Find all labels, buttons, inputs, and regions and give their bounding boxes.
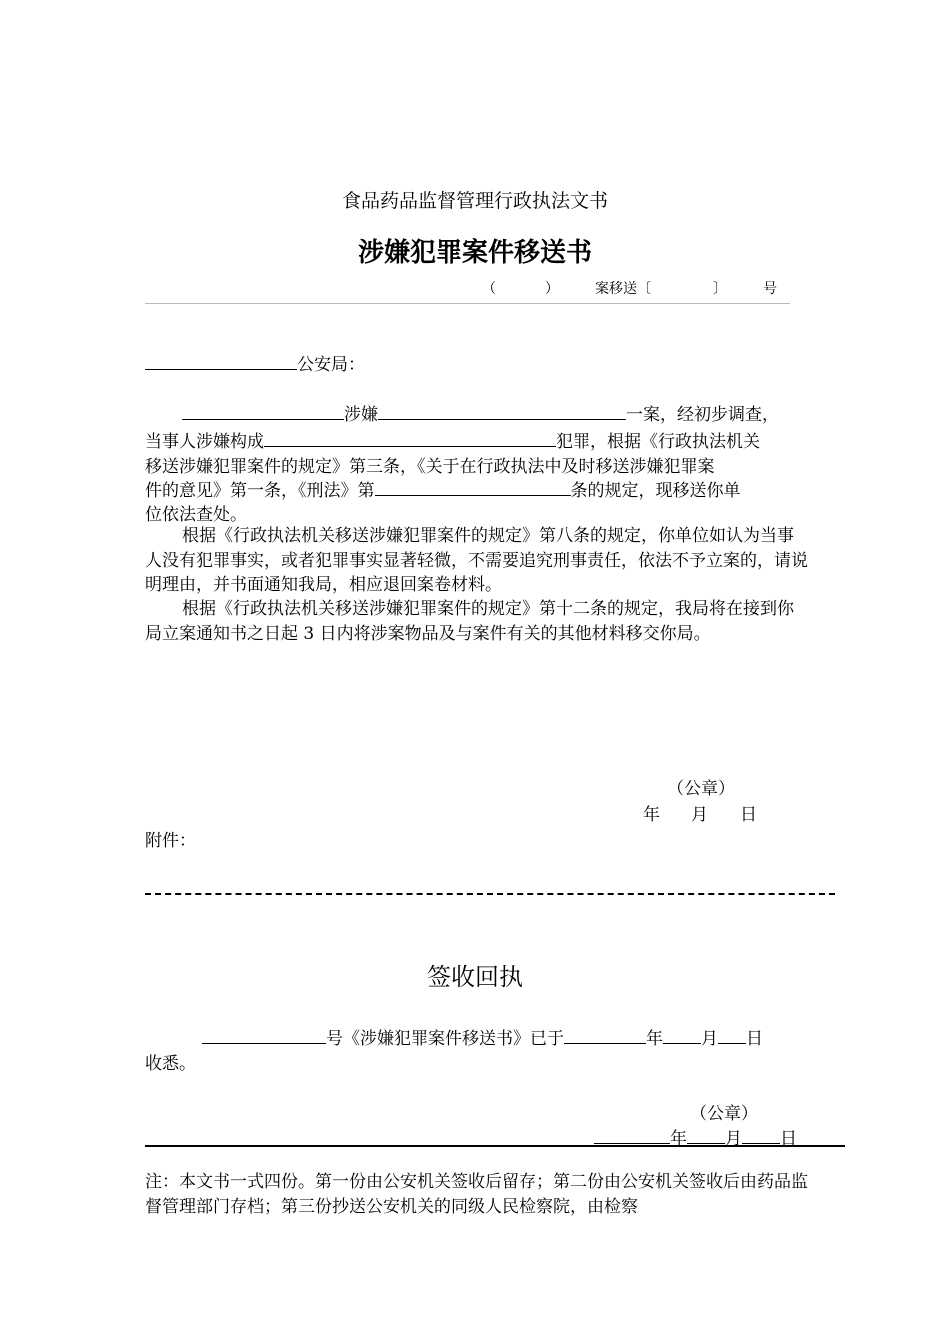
article-blank[interactable] <box>375 479 571 496</box>
footnote: 注：本文书一式四份。第一份由公安机关签收后留存；第二份由公安机关签收后由药品监督管理部门存档；第三份抄送公安机关的同级人民检察院，由检察 <box>145 1172 808 1217</box>
p1-line4 <box>145 476 741 501</box>
receipt-mid: 号《涉嫌犯罪案件移送书》已于 <box>326 1029 564 1049</box>
number-open-paren: （ <box>482 281 496 297</box>
p1-case: 一案，经初步调查， <box>626 405 779 425</box>
number-suffix: 号 <box>763 281 777 297</box>
party-blank[interactable] <box>182 403 344 420</box>
p1-line4-suffix: 条的规定，现移送你单 <box>570 481 741 501</box>
document-header: 食品药品监督管理行政执法文书 <box>341 190 608 212</box>
receipt-line2: 收悉。 <box>145 1054 196 1074</box>
p1-line2-prefix: 当事人涉嫌构成 <box>145 432 264 452</box>
receipt-date-year: 年 <box>670 1129 687 1149</box>
paragraph-3: 根据《行政执法机关移送涉嫌犯罪案件的规定》第十二条的规定，我局将在接到你局立案通知书之日起 3 日内将涉案物品及与案件有关的其他材料移交你局。 <box>145 599 794 644</box>
receipt-year: 年 <box>646 1029 663 1049</box>
receipt-bottom-rule <box>145 1145 845 1147</box>
receipt-title: 签收回执 <box>427 963 523 991</box>
p1-line3: 移送涉嫌犯罪案件的规定》第三条，《关于在行政执法中及时移送涉嫌犯罪案 <box>145 457 715 477</box>
attachment-label: 附件： <box>145 831 196 851</box>
p1-suspect: 涉嫌 <box>344 405 378 425</box>
p1-line5: 位依法查处。 <box>145 505 247 525</box>
receipt-date-day: 日 <box>780 1129 797 1149</box>
receipt-line1 <box>202 1024 763 1049</box>
receipt-date-month-blank[interactable] <box>687 1127 725 1144</box>
receipt-day-blank[interactable] <box>718 1027 746 1044</box>
p1-line2-suffix: 犯罪，根据《行政执法机关 <box>556 432 760 452</box>
receipt-seal: （公章） <box>690 1104 758 1124</box>
document-title: 涉嫌犯罪案件移送书 <box>357 238 592 268</box>
case-name-blank[interactable] <box>378 403 626 420</box>
p1-line1 <box>182 400 779 425</box>
receipt-day: 日 <box>746 1029 763 1049</box>
date-day: 日 <box>740 805 757 825</box>
date-month: 月 <box>691 805 708 825</box>
case-close: 〕 <box>713 281 727 297</box>
number-close-paren: ） <box>545 281 559 297</box>
receipt-year-blank[interactable] <box>564 1027 646 1044</box>
receipt-date-month: 月 <box>725 1129 742 1149</box>
paragraph-2: 根据《行政执法机关移送涉嫌犯罪案件的规定》第八条的规定，你单位如认为当事人没有犯罪事实，或者犯罪事实显著轻微，不需要追究刑事责任，依法不予立案的，请说明理由，并书面通知我局，相应退回案卷材料。 <box>145 526 808 595</box>
receipt-month: 月 <box>701 1029 718 1049</box>
addressee-suffix: 公安局： <box>297 355 365 375</box>
crime-blank[interactable] <box>264 430 556 447</box>
header-divider <box>145 303 790 304</box>
cut-line <box>145 893 835 895</box>
seal-label: （公章） <box>667 779 735 799</box>
police-bureau-blank[interactable] <box>145 353 297 370</box>
receipt-date-day-blank[interactable] <box>742 1127 780 1144</box>
receipt-number-blank[interactable] <box>202 1027 326 1044</box>
p1-line2 <box>145 427 760 452</box>
p1-line4-prefix: 件的意见》第一条，《刑法》第 <box>145 481 375 501</box>
date-year: 年 <box>643 805 660 825</box>
case-prefix: 案移送〔 <box>595 281 651 297</box>
addressee-line <box>145 350 365 375</box>
receipt-date-year-blank[interactable] <box>594 1127 670 1144</box>
receipt-month-blank[interactable] <box>663 1027 701 1044</box>
